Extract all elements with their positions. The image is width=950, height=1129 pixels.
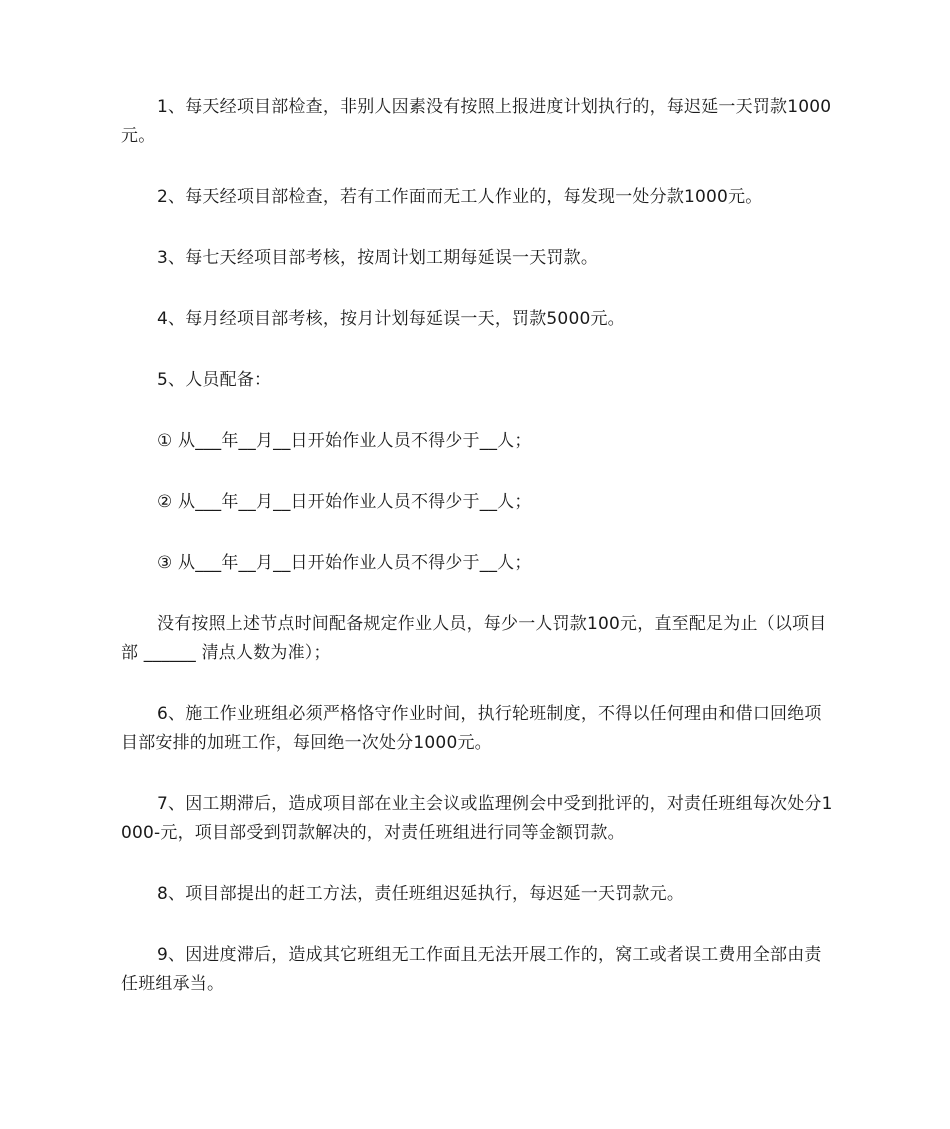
staffing-item-2: ② 从___年__月__日开始作业人员不得少于__人； [157, 492, 532, 512]
staffing-heading: 5、人员配备： [157, 370, 272, 390]
penalty-clause-1: 1、每天经项目部检查，非别人因素没有按照上报进度计划执行的，每迟延一天罚款1000元。 [121, 97, 832, 146]
penalty-clause-3: 3、每七天经项目部考核，按周计划工期每延误一天罚款。 [157, 248, 599, 268]
penalty-clause-7: 7、因工期滞后，造成项目部在业主会议或监理例会中受到批评的，对责任班组每次处分1000-元，项目部受到罚款解决的，对责任班组进行同等金额罚款。 [121, 794, 833, 843]
document-body [121, 93, 833, 1031]
penalty-clause-9: 9、因进度滞后，造成其它班组无工作面且无法开展工作的，窝工或者误工费用全部由责任班组承当。 [121, 945, 822, 994]
staffing-item-1: ① 从___年__月__日开始作业人员不得少于__人； [157, 431, 532, 451]
staffing-item-3: ③ 从___年__月__日开始作业人员不得少于__人； [157, 553, 532, 573]
penalty-clause-6: 6、施工作业班组必须严格恪守作业时间，执行轮班制度，不得以任何理由和借口回绝项目部安排的加班工作，每回绝一次处分1000元。 [121, 704, 822, 753]
penalty-clause-4: 4、每月经项目部考核，按月计划每延误一天，罚款5000元。 [157, 309, 625, 329]
penalty-clause-8: 8、项目部提出的赶工方法，责任班组迟延执行，每迟延一天罚款元。 [157, 884, 685, 904]
staffing-penalty-note: 没有按照上述节点时间配备规定作业人员，每少一人罚款100元，直至配足为止（以项目部 ______ 清点人数为准）； [121, 614, 827, 663]
penalty-clause-2: 2、每天经项目部检查，若有工作面而无工人作业的，每发现一处分款1000元。 [157, 187, 763, 207]
